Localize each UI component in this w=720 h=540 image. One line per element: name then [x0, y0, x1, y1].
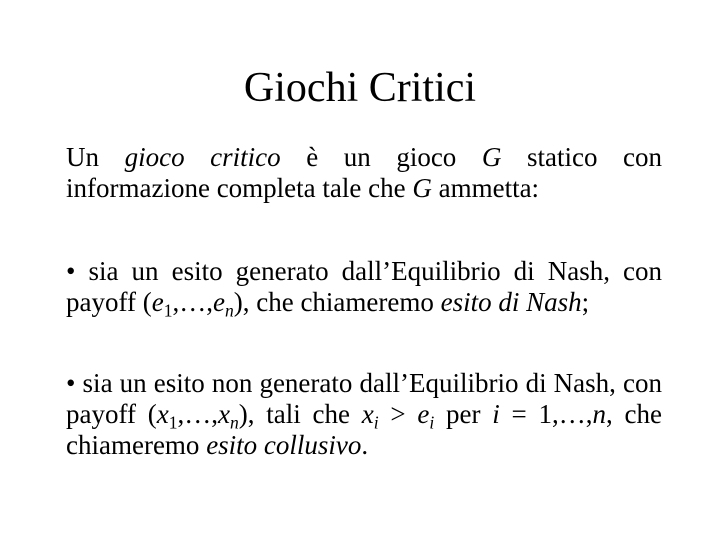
- text-run: • sia un esito generato dall’Equilibrio di Nash, con payoff (: [66, 256, 662, 317]
- italic-term: esito collusivo: [206, 430, 362, 460]
- italic-term: gioco critico: [124, 142, 281, 172]
- math-symbol: n: [592, 399, 607, 429]
- text-run: , che chiameremo: [66, 399, 662, 460]
- math-symbol: x: [217, 399, 230, 429]
- math-symbol: i: [429, 412, 435, 433]
- text-run: .: [361, 430, 369, 460]
- math-symbol: n: [229, 412, 239, 433]
- math-symbol: G: [481, 142, 502, 172]
- subscript: 1: [168, 412, 178, 433]
- subscript: [225, 300, 234, 320]
- slide-title: Giochi Critici: [243, 65, 477, 111]
- text-run: ), tali che: [238, 399, 362, 429]
- math-symbol: e: [417, 399, 430, 429]
- math-symbol: e: [151, 287, 164, 317]
- definition-paragraph: [66, 142, 662, 204]
- subscript: 1: [163, 300, 173, 321]
- math-symbol: x: [361, 399, 374, 429]
- text-run: ammetta:: [431, 173, 540, 203]
- text-run: >: [378, 399, 418, 429]
- text-run: • sia un esito non generato dall’Equilibrio di Nash, con payoff (: [66, 368, 662, 429]
- text-run: ;: [581, 287, 590, 317]
- math-symbol: x: [156, 399, 169, 429]
- text-run: ,…,: [177, 399, 218, 429]
- italic-term: esito di Nash: [440, 287, 582, 317]
- text-run: statico con informazione completa tale che: [66, 142, 662, 203]
- text-run: Un: [66, 142, 125, 172]
- math-symbol: e: [212, 287, 225, 317]
- math-symbol: n: [224, 300, 234, 321]
- bullet-collusive-outcome: [66, 368, 662, 461]
- math-symbol: i: [492, 399, 500, 429]
- math-symbol: G: [412, 173, 432, 203]
- text-run: ,…,: [172, 287, 213, 317]
- bullet-nash-outcome: [66, 256, 662, 321]
- text-run: = 1,…,: [499, 399, 593, 429]
- math-symbol: i: [373, 412, 379, 433]
- text-run: ), che chiameremo: [233, 287, 441, 317]
- text-run: per: [434, 399, 493, 429]
- text-run: è un gioco: [280, 142, 482, 172]
